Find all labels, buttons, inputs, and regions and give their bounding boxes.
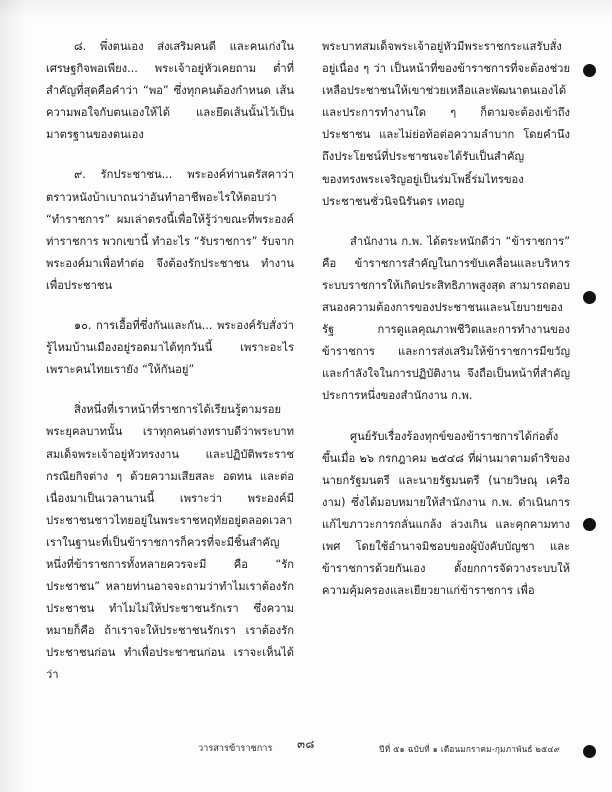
- binding-hole-mark: [583, 291, 596, 304]
- page-footer: [0, 744, 612, 770]
- paragraph-royal-remark: พระบาทสมเด็จพระเจ้าอยู่หัวมีพระราชกระแสรับสั่งอยู่เนื่อง ๆ ว่า เป็นหน้าที่ของข้าราชการที่จะต้องช่วยเหลือประชาชนให้เขาช่วยเหลือและพัฒนาตนเองได้ และประการทำงานใด ๆ ก็ตามจะต้องเข้าถึงประชาชน และไม่ย่อท้อต่อความลำบาก โดยคำนึงถึงประโยชน์ที่ประชาชนจะได้รับเป็นสำคัญ: [322, 40, 570, 164]
- paragraph-item-9: ๙. รักประชาชน... พระองค์ท่านตรัสคาว่า ตราวหนังบ้าเบาถนว่าอันทำอาชีพอะไรให้ตอบว่า “ทำราชการ” ผมเล่าตรงนี้เพื่อให้รู้ว่าขณะที่พระองค์ท่าราชการ พวกเขานี้ ทำอะไร “รับราชการ” รับจากพระองค์มาเพื่อทำต่อ จึงต้องรักประชาชน ทำงานเพื่อประชาชน: [46, 168, 294, 292]
- footer-issue-info: ปีที่ ๕๑ ฉบับที่ ๑ เดือนมกราคม-กุมภาพันธ์ ๒๕๔๙: [379, 744, 560, 754]
- paragraph-benefit: ของทรงพระเจริญอยู่เป็นร่มโพธิ์ร่มไทรของประชาชนชั่วนิจนิรันดร เทอญ: [322, 172, 524, 208]
- paragraph-reflection: สิ่งหนึ่งที่เราหน้าที่ราชการได้เรียนรู้ตามรอยพระยุคลบาทนั้น เราทุกคนต่างทราบดีว่าพระบาทสมเด็จพระเจ้าอยู่หัวทรงงาน และปฏิบัติพระราชกรณียกิจต่าง ๆ ด้วยความเสียสละ อดทน และต่อเนื่องมาเป็นเวลานานนี้ เพราะว่า พระองค์มีประชาชนชาวไทยอยู่ในพระราชหฤทัยอยู่ตลอดเวลา เราในฐานะที่เป็นข้าราชการก็ควรที่จะมีชิ้นสำคัญหนึ่งที่ข้าราชการทั้งหลายควรจะมี คือ “รักประชาชน” หลายท่านอาจจะถามว่าทำไมเราต้องรักประชาชน ทำไมไม่ให้ประชาชนรักเรา ซึ่งความหมายก็คือ ถ้าเราจะให้ประชาชนรักเรา เราต้องรักประชาชนก่อน ทำเพื่อประชาชนก่อน เราจะเห็นได้ว่า: [46, 403, 294, 682]
- left-column: [46, 36, 294, 687]
- paragraph-item-8: ๘. พึ่งตนเอง ส่งเสริมคนดี และคนเก่งในเศรษฐกิจพอเพียง... พระเจ้าอยู่หัวเคยถาม ต่ำที่สำคัญที่สุดคือคำว่า “พอ” ซึ่งทุกคนต้องกำหนด เส้นความพอใจกับตนเองให้ได้ และยึดเส้นนั้นไว้เป็นมาตรฐานของตนเอง: [46, 40, 294, 142]
- binding-hole-mark: [583, 64, 596, 77]
- paragraph-complaint-center: ศูนย์รับเรื่องร้องทุกข์ของข้าราชการได้ก่อตั้งขึ้นเมื่อ ๒๖ กรกฎาคม ๒๕๔๘ ที่ผ่านมาตามดำริของนายกรัฐมนตรี และนายรัฐมนตรี (นายวิษณุ เครืองาม) ซึ่งได้มอบหมายให้สำนักงาน ก.พ. ดำเนินการแก้ไขภาวะการกลั่นแกล้ง ล่วงเกิน และคุกคามทางเพศ โดยใช้อำนาจมิชอบของผู้บังคับบัญชา และข้าราชการด้วยกันเอง ตั้งยกการจัดวางระบบให้ความคุ้มครองและเยียวยาแก่ข้าราชการ เพื่อ: [322, 429, 570, 598]
- footer-journal-title: วารสารข้าราชการ: [198, 743, 273, 754]
- two-column-body: [46, 36, 570, 687]
- paragraph-ocsc-office: สำนักงาน ก.พ. ได้ตระหนักดีว่า “ข้าราชการ” คือ ข้าราชการสำคัญในการขับเคลื่อนและบริหารระบบราชการให้เกิดประสิทธิภาพสูงสุด สามารถตอบสนองความต้องการของประชาชนและนโยบายของรัฐ การดูแลคุณภาพชีวิตและการทำงานของข้าราชการ และการส่งเสริมให้ข้าราชการมีขวัญและกำลังใจในการปฏิบัติงาน จึงถือเป็นหน้าที่สำคัญประการหนึ่งของสำนักงาน ก.พ.: [322, 234, 570, 403]
- page-number: ๓๘: [297, 737, 315, 751]
- paragraph-item-10: ๑๐. การเอื้อที่ซึ่งกันและกัน... พระองค์รับสั่งว่า รู้ไหมบ้านเมืองอยู่รอดมาได้ทุกวันนี้ เพราะอะไร เพราะคนไทยเรายัง “ให้กันอยู่”: [46, 319, 294, 377]
- binding-hole-mark: [583, 518, 596, 531]
- right-column: [322, 36, 570, 687]
- page-edge-shading-top: [0, 0, 612, 18]
- page-edge-shading-left: [0, 0, 26, 792]
